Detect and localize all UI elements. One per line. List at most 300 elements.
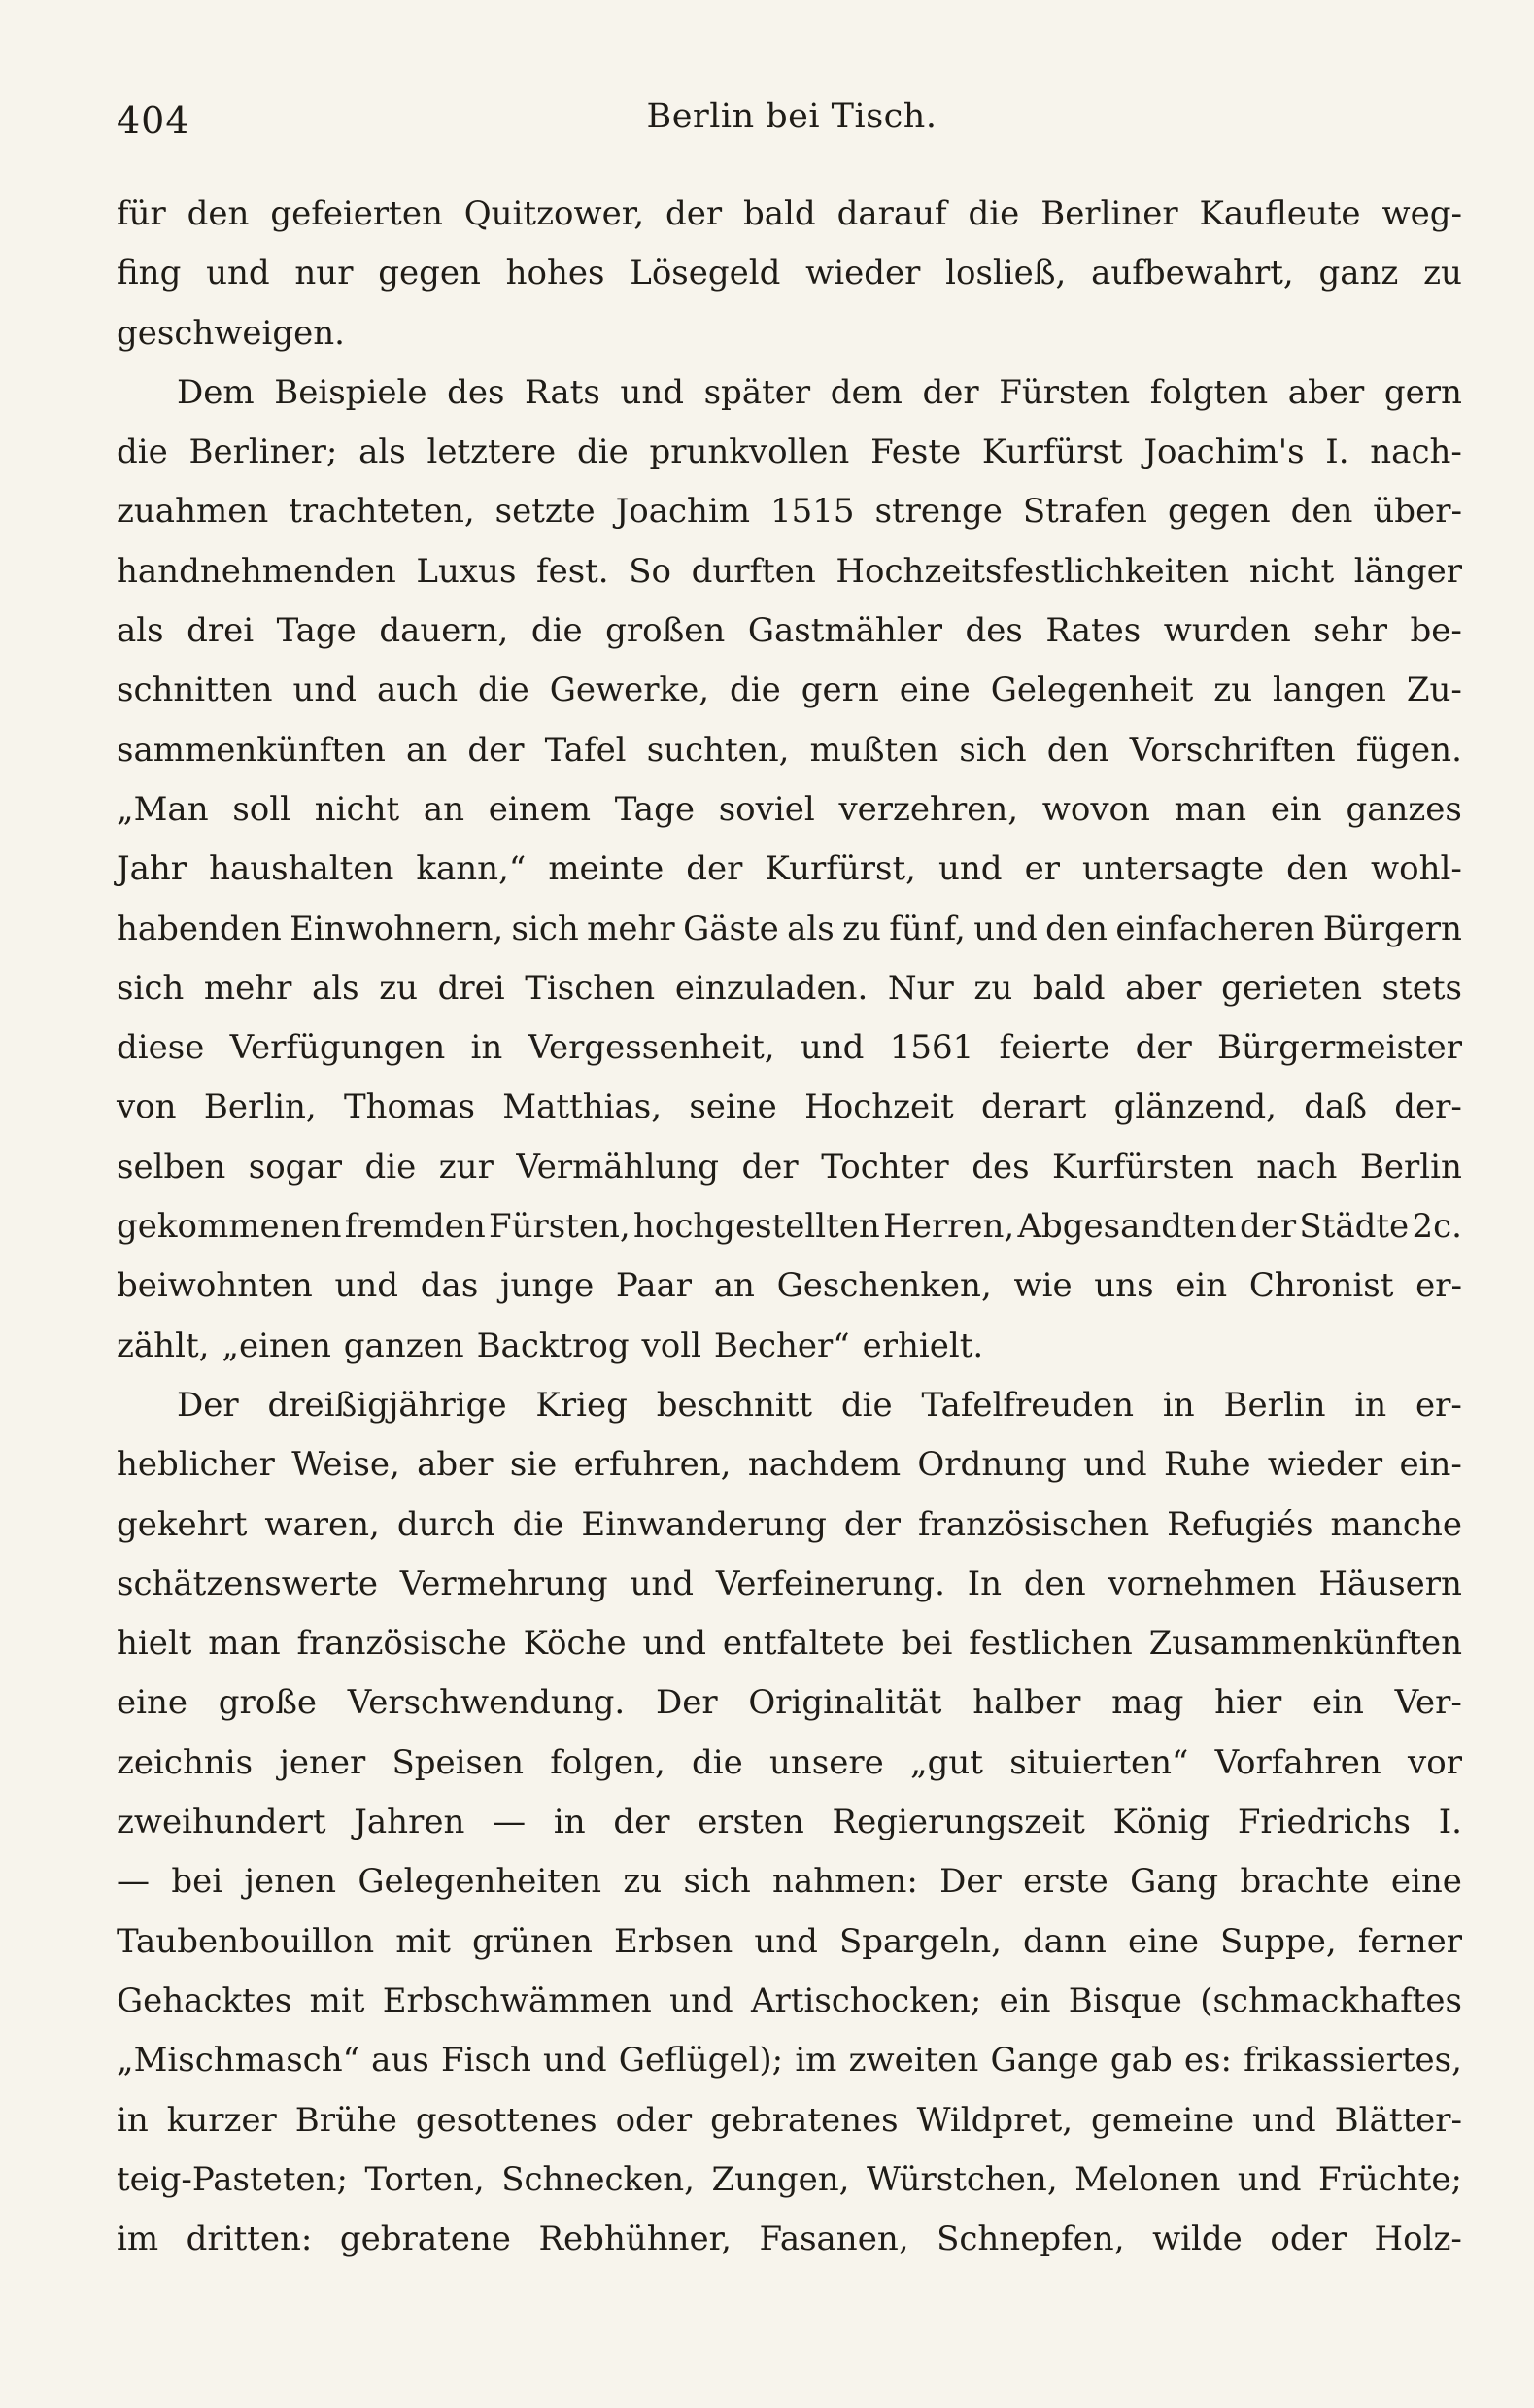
word: eine <box>117 1683 188 1723</box>
word: Schnecken, <box>501 2159 695 2199</box>
word: Holz- <box>1374 2219 1462 2259</box>
word: ein <box>1176 1266 1228 1306</box>
word: gern <box>1383 372 1462 412</box>
word: er- <box>1415 1266 1462 1306</box>
word: dreißigjährige <box>267 1385 507 1425</box>
word: Kurfürsten <box>1052 1147 1234 1187</box>
word: Nur <box>887 968 954 1008</box>
word: Herren, <box>883 1207 1015 1247</box>
word: Lösegeld <box>630 254 781 293</box>
word: beschnitt <box>656 1385 813 1425</box>
word: Berliner <box>1040 194 1178 233</box>
word: Der <box>939 1862 1002 1902</box>
word: und <box>973 909 1038 948</box>
text-line <box>117 1435 1462 1495</box>
word: soviel <box>718 789 815 829</box>
word: nur <box>294 254 354 293</box>
word: be- <box>1410 611 1462 651</box>
word: nach <box>1256 1147 1338 1187</box>
word: als <box>117 611 164 651</box>
word: vornehmen <box>1108 1564 1297 1603</box>
word: Rats <box>525 372 600 412</box>
word: weg- <box>1381 194 1462 233</box>
word: kann,“ <box>416 849 527 889</box>
word: Kaufleute <box>1199 194 1361 233</box>
word: an <box>713 1266 755 1306</box>
word: nachdem <box>747 1445 902 1485</box>
word: der <box>843 1504 902 1544</box>
word: Friedrichs <box>1237 1803 1411 1842</box>
word: durch <box>396 1504 495 1544</box>
word: die <box>730 671 781 710</box>
word: darauf <box>836 194 947 233</box>
word: eine <box>1390 1862 1462 1902</box>
word: Luxus <box>416 551 517 591</box>
word: eine <box>1127 1921 1199 1961</box>
word: die <box>968 194 1020 233</box>
word: Beispiele <box>274 372 427 412</box>
word: und <box>543 2041 607 2081</box>
word: sie <box>509 1445 558 1485</box>
word: Tafelfreuden <box>921 1385 1135 1425</box>
word: geschweigen. <box>117 313 345 353</box>
text-line <box>117 1018 1462 1078</box>
word: stets <box>1381 968 1462 1008</box>
word: jener <box>279 1742 366 1782</box>
word: und <box>754 1921 818 1961</box>
running-title: Berlin bei Tisch. <box>646 97 937 136</box>
word: in <box>553 1803 586 1842</box>
word: die <box>117 432 168 472</box>
word: wieder <box>1267 1445 1383 1485</box>
word: den <box>1023 1564 1086 1603</box>
word: großen <box>605 611 726 651</box>
word: jenen <box>244 1862 337 1902</box>
word: es: <box>1183 2041 1232 2081</box>
word: gekehrt <box>117 1504 248 1544</box>
word: Taubenbouillon <box>117 1921 375 1961</box>
word: mehr <box>203 968 292 1008</box>
word: Gelegenheit <box>990 671 1194 710</box>
text-line <box>117 840 1462 899</box>
word: erhielt. <box>862 1325 984 1365</box>
word: im <box>117 2219 159 2259</box>
word: zu <box>973 968 1013 1008</box>
word: folgen, <box>550 1742 665 1782</box>
word: schnitten <box>117 671 273 710</box>
word: und <box>334 1266 399 1306</box>
word: Geschenken, <box>776 1266 992 1306</box>
word: über- <box>1373 492 1462 532</box>
word: des <box>972 1147 1030 1187</box>
word: aber <box>417 1445 494 1485</box>
word: Becher“ <box>713 1325 850 1365</box>
word: Geflügel); <box>618 2041 784 2081</box>
text-line <box>117 1496 1462 1555</box>
word: Joachim's <box>1143 432 1305 472</box>
word: suchten, <box>646 730 790 770</box>
word: in <box>117 2100 149 2140</box>
word: sich <box>959 730 1027 770</box>
word: König <box>1112 1803 1210 1842</box>
word: französischen <box>918 1504 1150 1544</box>
word: zählt, <box>117 1325 210 1365</box>
word: sich <box>117 968 185 1008</box>
word: mit <box>395 1921 451 1961</box>
word: Fürsten, <box>489 1207 631 1247</box>
word: sehr <box>1313 611 1388 651</box>
word: Rebhühner, <box>538 2219 732 2259</box>
word: Matthias, <box>502 1087 663 1127</box>
word: meinte <box>548 849 665 889</box>
word: Verfügungen <box>229 1028 446 1068</box>
word: Strafen <box>1022 492 1147 532</box>
word: in <box>1354 1385 1387 1425</box>
word: Ruhe <box>1164 1445 1251 1485</box>
word: gern <box>801 671 879 710</box>
word: Erbschwämmen <box>382 1980 652 2020</box>
word: gegen <box>1167 492 1271 532</box>
word: ganzen <box>343 1325 464 1365</box>
word: daß <box>1304 1087 1367 1127</box>
word: diese <box>117 1028 205 1068</box>
word: Erbsen <box>613 1921 733 1961</box>
word: als <box>312 968 359 1008</box>
word: das <box>420 1266 479 1306</box>
word: gebratene <box>339 2219 511 2259</box>
word: waren, <box>264 1504 380 1544</box>
word: verzehren, <box>838 789 1019 829</box>
word: Hochzeit <box>804 1087 954 1127</box>
word: Vermehrung <box>399 1564 608 1603</box>
word: in <box>470 1028 503 1068</box>
word: die <box>512 1504 564 1544</box>
word: Schnepfen, <box>937 2219 1125 2259</box>
word: des <box>965 611 1023 651</box>
word: ersten <box>698 1803 804 1842</box>
word: Thomas <box>343 1087 475 1127</box>
word: Berliner; <box>188 432 338 472</box>
word: Ver- <box>1394 1683 1462 1723</box>
text-line <box>117 1673 1462 1733</box>
text-line <box>117 721 1462 780</box>
text-line <box>117 780 1462 840</box>
word: Backtrog <box>476 1325 630 1365</box>
word: langen <box>1273 671 1386 710</box>
word: Städte <box>1299 1207 1410 1247</box>
word: man <box>1174 789 1247 829</box>
word: wilde <box>1152 2219 1243 2259</box>
word: Gang <box>1130 1862 1219 1902</box>
word: Weise, <box>291 1445 400 1485</box>
word: aber <box>1287 372 1365 412</box>
word: zweihundert <box>117 1803 326 1842</box>
word: zweiten <box>848 2041 979 2081</box>
word: bei <box>171 1862 223 1902</box>
word: (schmackhaftes <box>1200 1980 1462 2020</box>
word: festlichen <box>969 1624 1133 1664</box>
word: Spargeln, <box>838 1921 1002 1961</box>
word: Köche <box>523 1624 627 1664</box>
word: den <box>187 194 250 233</box>
word: hier <box>1214 1683 1282 1723</box>
word: Tage <box>276 611 357 651</box>
word: frikassiertes, <box>1244 2041 1462 2081</box>
word: bald <box>1032 968 1106 1008</box>
text-line <box>117 244 1462 303</box>
word: voll <box>641 1325 701 1365</box>
word: Krieg <box>535 1385 628 1425</box>
body-text <box>117 185 1462 2269</box>
word: dritten: <box>186 2219 313 2259</box>
word: hielt <box>117 1624 192 1664</box>
word: Vermählung <box>516 1147 720 1187</box>
word: Tafel <box>544 730 627 770</box>
word: vor <box>1408 1742 1462 1782</box>
word: zu <box>623 1862 663 1902</box>
word: Zungen, <box>711 2159 850 2199</box>
word: Originalität <box>748 1683 942 1723</box>
word: Gastmähler <box>747 611 943 651</box>
text-line <box>117 1555 1462 1614</box>
word: mußten <box>809 730 939 770</box>
word: Abgesandten <box>1017 1207 1237 1247</box>
word: Chronist <box>1248 1266 1394 1306</box>
word: die <box>692 1742 743 1782</box>
word: nicht <box>314 789 400 829</box>
word: Vorfahren <box>1214 1742 1381 1782</box>
word: entfaltete <box>722 1624 885 1664</box>
word: gebratenes <box>710 2100 899 2140</box>
word: glänzend, <box>1113 1087 1277 1127</box>
word: setzte <box>494 492 596 532</box>
word: den <box>1046 730 1109 770</box>
text-line <box>117 1793 1462 1852</box>
word: der <box>922 372 979 412</box>
word: gemeine <box>1091 2100 1235 2140</box>
word: ganzes <box>1346 789 1462 829</box>
text-line <box>117 542 1462 602</box>
word: Regierungszeit <box>832 1803 1085 1842</box>
word: mit <box>309 1980 365 2020</box>
word: zu <box>1423 254 1462 293</box>
word: die <box>478 671 529 710</box>
text-line <box>117 363 1462 423</box>
word: gab <box>1109 2041 1173 2081</box>
word: derart <box>981 1087 1087 1127</box>
word: aber <box>1125 968 1202 1008</box>
word: I. <box>1325 432 1349 472</box>
word: und <box>620 372 684 412</box>
word: fest. <box>535 551 609 591</box>
word: selben <box>117 1147 226 1187</box>
word: Jahr <box>117 849 187 889</box>
word: an <box>406 730 448 770</box>
word: und <box>642 1624 706 1664</box>
word: Dem <box>177 372 255 412</box>
word: — <box>493 1803 527 1842</box>
word: und <box>1237 2159 1302 2199</box>
word: Fasanen, <box>759 2219 909 2259</box>
word: der <box>741 1147 799 1187</box>
word: zu <box>379 968 419 1008</box>
word: Vergessenheit, <box>528 1028 775 1068</box>
word: und <box>292 671 358 710</box>
text-line <box>117 1197 1462 1256</box>
word: zur <box>438 1147 494 1187</box>
word: Paar <box>615 1266 693 1306</box>
word: große <box>218 1683 318 1723</box>
word: erste <box>1023 1862 1108 1902</box>
word: wohl- <box>1371 849 1462 889</box>
word: Artischocken; <box>750 1980 982 2020</box>
word: „einen <box>222 1325 331 1365</box>
word: junge <box>499 1266 595 1306</box>
word: losließ, <box>945 254 1067 293</box>
page-header <box>117 91 1467 154</box>
word: zu <box>1213 671 1253 710</box>
word: mehr <box>587 909 675 948</box>
word: Einwohnern, <box>290 909 504 948</box>
word: der <box>613 1803 670 1842</box>
word: wovon <box>1041 789 1150 829</box>
text-line <box>117 959 1462 1018</box>
text-line <box>117 2150 1462 2210</box>
word: fünf, <box>889 909 966 948</box>
word: Bürgermeister <box>1216 1028 1462 1068</box>
word: Verfeinerung. <box>715 1564 945 1603</box>
word: Gange <box>990 2041 1099 2081</box>
word: hochgestellten <box>632 1207 880 1247</box>
word: zeichnis <box>117 1742 254 1782</box>
word: ein <box>1312 1683 1364 1723</box>
word: Brühe <box>294 2100 397 2140</box>
word: oder <box>1270 2219 1347 2259</box>
text-line <box>117 1317 1462 1376</box>
word: gekommenen <box>117 1207 342 1247</box>
word: Jahren <box>354 1803 465 1842</box>
word: durften <box>691 551 816 591</box>
word: ganz <box>1318 254 1399 293</box>
word: und <box>1083 1445 1147 1485</box>
word: Früchte; <box>1318 2159 1462 2199</box>
word: einem <box>488 789 592 829</box>
word: Einwanderung <box>581 1504 827 1544</box>
word: den <box>1286 849 1348 889</box>
word: soll <box>232 789 291 829</box>
word: und <box>937 849 1003 889</box>
word: einfacheren <box>1115 909 1315 948</box>
word: Tochter <box>821 1147 949 1187</box>
text-line <box>117 185 1462 244</box>
text-line <box>117 2210 1462 2269</box>
word: sogar <box>248 1147 342 1187</box>
text-line <box>117 304 1462 363</box>
word: sich <box>511 909 579 948</box>
word: gefeierten <box>270 194 443 233</box>
text-line <box>117 1138 1462 1197</box>
word: fügen. <box>1355 730 1462 770</box>
word: nach- <box>1370 432 1462 472</box>
word: I. <box>1438 1803 1462 1842</box>
word: Verschwendung. <box>347 1683 626 1723</box>
word: des <box>447 372 505 412</box>
word: fing <box>117 254 182 293</box>
word: brachte <box>1240 1862 1370 1902</box>
word: hohes <box>505 254 605 293</box>
word: — <box>117 1862 150 1902</box>
word: einzuladen. <box>674 968 869 1008</box>
word: und <box>800 1028 865 1068</box>
word: sich <box>683 1862 751 1902</box>
word: ein- <box>1399 1445 1462 1485</box>
word: teig-Pasteten; <box>117 2159 348 2199</box>
text-line <box>117 1376 1462 1435</box>
word: man <box>208 1624 281 1664</box>
word: er- <box>1415 1385 1462 1425</box>
word: drei <box>187 611 255 651</box>
word: folgten <box>1149 372 1269 412</box>
text-line <box>117 1256 1462 1316</box>
text-line <box>117 602 1462 661</box>
word: der- <box>1394 1087 1462 1127</box>
text-line <box>117 1734 1462 1793</box>
word: Häusern <box>1318 1564 1462 1603</box>
word: Berlin, <box>203 1087 317 1127</box>
text-line <box>117 1912 1462 1972</box>
word: „Man <box>117 789 209 829</box>
word: und <box>1252 2100 1316 2140</box>
word: Vorschriften <box>1129 730 1336 770</box>
word: zuahmen <box>117 492 269 532</box>
word: bei <box>901 1624 953 1664</box>
word: für <box>117 194 166 233</box>
word: Berlin <box>1223 1385 1326 1425</box>
word: Würstchen, <box>867 2159 1058 2199</box>
word: der <box>467 730 525 770</box>
word: die <box>576 432 629 472</box>
word: und <box>669 1980 733 2020</box>
word: Fürsten <box>999 372 1131 412</box>
word: an <box>423 789 465 829</box>
word: dem <box>830 372 903 412</box>
word: die <box>364 1147 417 1187</box>
word: In <box>967 1564 1003 1603</box>
text-line <box>117 1078 1462 1137</box>
word: Gewerke, <box>549 671 710 710</box>
word: Tage <box>614 789 695 829</box>
word: Gelegenheiten <box>358 1862 601 1902</box>
word: länger <box>1353 551 1462 591</box>
word: Torten, <box>364 2159 485 2199</box>
word: in <box>1162 1385 1195 1425</box>
word: trachteten, <box>289 492 475 532</box>
text-line <box>117 423 1462 482</box>
word: bald <box>742 194 816 233</box>
word: aus <box>371 2041 429 2081</box>
word: Zusammenkünften <box>1148 1624 1462 1664</box>
word: letztere <box>426 432 557 472</box>
word: der <box>1240 1207 1297 1247</box>
text-line <box>117 2031 1462 2090</box>
word: Rates <box>1045 611 1142 651</box>
word: französische <box>296 1624 507 1664</box>
word: die <box>530 611 583 651</box>
word: Kurfürst <box>981 432 1123 472</box>
word: der <box>665 194 723 233</box>
text-line <box>117 1972 1462 2031</box>
page-number: 404 <box>117 99 190 142</box>
